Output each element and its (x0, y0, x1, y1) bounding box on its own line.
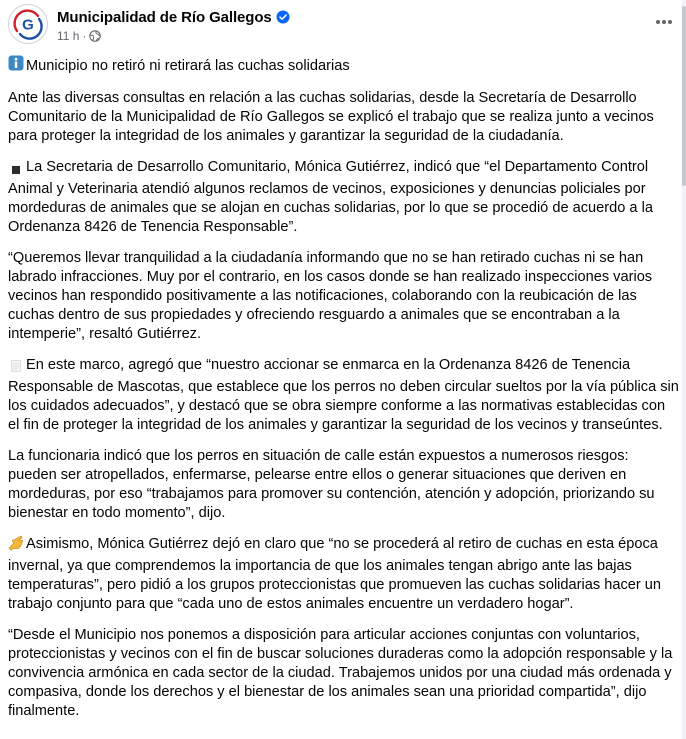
municipal-logo-icon (9, 5, 47, 43)
pointing-hand-icon (8, 535, 25, 557)
post-body (8, 55, 680, 733)
paragraph-3: “Queremos llevar tranquilidad a la ciudadanía informando que no se han retirado cuchas ni se han labrado infracciones. Muy por el contrario, en los casos donde se han realizado inspecciones varios vecinos han respondido positivamente a las notificaciones, colaborando con la reubicación de las cuchas dentro de sus propiedades y ofreciendo resguardo a animales que se encontraban a la intemperie”, resaltó Gutiérrez. (8, 250, 653, 342)
globe-icon[interactable] (89, 30, 101, 42)
page-name[interactable]: Municipalidad de Río Gallegos (57, 8, 272, 26)
post-meta (57, 29, 101, 43)
paragraph-4 (8, 356, 680, 435)
page-name-row (57, 8, 290, 26)
paragraph-2-text: La Secretaria de Desarrollo Comunitario, Mónica Gutiérrez, indicó que “el Departamento Control Animal y Veterinaria atendió algunos reclamos de vecinos, exposiciones y denuncias policiales por mordeduras de animales que se alojan en cuchas solidarias, por lo que se procedió de acuerdo a la Ordenanza 8426 de Tenencia Responsable”. (8, 159, 653, 235)
paragraph-1: Ante las diversas consultas en relación a las cuchas solidarias, desde la Secretaría de Desarrollo Comunitario de la Municipalidad de Río Gallegos se explicó el trabajo que se realiza junto a vecinos para proteger la integridad de los animales y garantizar la seguridad de la ciudadanía. (8, 90, 654, 144)
post-headline-row (8, 55, 680, 77)
post-time[interactable]: 11 h (57, 29, 80, 43)
paragraph-2 (8, 158, 680, 237)
paragraph-5: La funcionaria indicó que los perros en situación de calle están expuestos a numerosos riesgos: pueden ser atropellados, enfermarse, pelearse entre ellos o generar situaciones que deriven en mordeduras, por eso “trabajamos para promover su contención, atención y adopción, priorizando su bienestar en todo momento”, dijo. (8, 448, 655, 521)
meta-separator: · (82, 29, 87, 43)
information-icon (8, 55, 24, 77)
page-avatar[interactable] (8, 4, 48, 44)
paragraph-6-text: Asimismo, Mónica Gutiérrez dejó en claro que “no se procederá al retiro de cuchas en esta época invernal, ya que comprendemos la importancia de que los animales tengan abrigo ante las bajas temperaturas”, pero pidió a los grupos proteccionistas que promueven las cuchas solidarias hacer un trabajo conjunto para que “cada uno de estos animales encuentre un verdadero hogar”. (8, 536, 662, 612)
document-icon (11, 359, 21, 378)
more-options-icon (655, 19, 673, 25)
post-header (8, 4, 678, 44)
more-options-button[interactable] (652, 12, 676, 32)
avatar-letter: G (22, 16, 34, 34)
post-headline: Municipio no retiró ni retirará las cuchas solidarias (26, 57, 350, 74)
verified-badge-icon (276, 10, 290, 24)
black-square-bullet-icon (12, 161, 20, 180)
paragraph-7: “Desde el Municipio nos ponemos a disposición para articular acciones conjuntas con voluntarios, proteccionistas y vecinos con el fin de buscar soluciones duraderas como la adopción responsable y la convivencia armónica en cada sector de la ciudad. Trabajemos unidos por una ciudad más ordenada y compasiva, donde los derechos y el bienestar de los animales sean una prioridad compartida”, dijo finalmente. (8, 627, 673, 719)
paragraph-4-text: En este marco, agregó que “nuestro accionar se enmarca en la Ordenanza 8426 de Tenencia Responsable de Mascotas, que establece que los perros no deben circular sueltos por la vía pública sin los cuidados adecuados”, y destacó que se obra siempre conforme a las normativas establecidas con el fin de proteger la integridad de los animales y garantizar la seguridad de los vecinos y transeúntes. (8, 357, 679, 433)
scrollbar-track[interactable] (682, 0, 686, 739)
paragraph-6 (8, 535, 680, 614)
scrollbar-thumb[interactable] (682, 6, 686, 186)
